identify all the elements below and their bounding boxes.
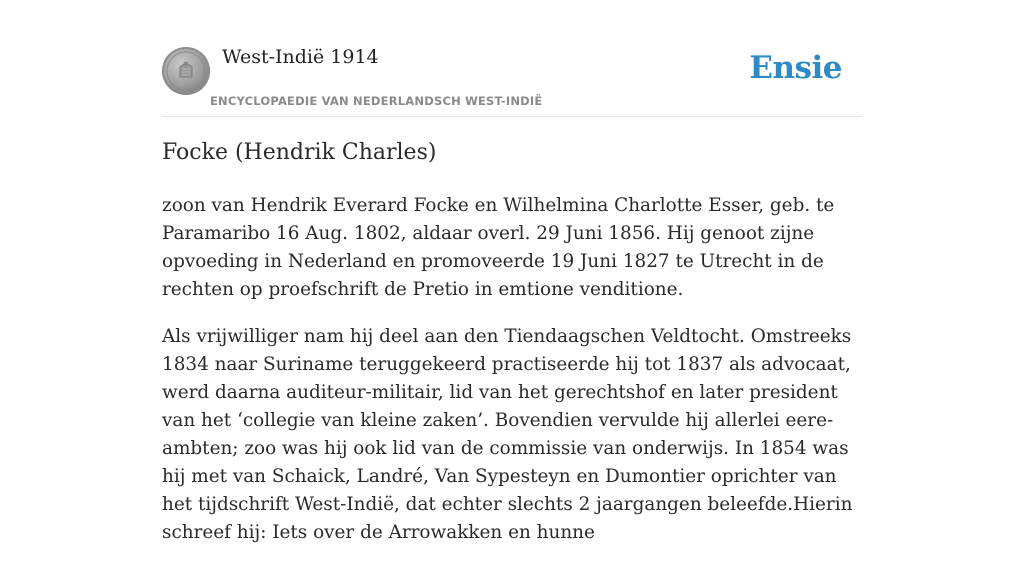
coin-icon[interactable] [162, 47, 210, 95]
source-header [162, 0, 862, 117]
entry-paragraph: zoon van Hendrik Everard Focke en Wilhelmina Charlotte Esser, geb. te Paramaribo 16 Aug. 1802, aldaar overl. 29 Juni 1856. Hij genoot zijne opvoeding in Nederland en promoveerde 19 Juni 1827 te Utrecht in de rechten op proefschrift de Pretio in emtione venditione. [162, 195, 835, 300]
source-title[interactable]: West-Indië 1914 [222, 46, 379, 68]
page-container [162, 0, 862, 543]
entry-paragraph: Als vrijwilliger nam hij deel aan den Tiendaagschen Veldtocht. Omstreeks 1834 naar Suriname teruggekeerd practiseerde hij tot 1837 als advocaat, werd daarna auditeur-militair, lid van het gerechtshof en later president van het ‘collegie van kleine zaken’. Bovendien vervulde hij allerlei eere-ambten; zoo was hij ook lid van de commissie van onderwijs. In 1854 was hij met van Schaick, Landré, Van Sypesteyn en Dumontier oprichter van het tijdschrift West-Indië, dat echter slechts 2 jaargangen beleefde.Hierin schreef hij: Iets over de Arrowakken en hunne [162, 326, 853, 543]
brand-logo[interactable]: Ensie [749, 50, 842, 86]
entry-body [162, 192, 862, 566]
source-subtitle[interactable]: ENCYCLOPAEDIE VAN NEDERLANDSCH WEST-INDIË [210, 94, 543, 108]
entry-title: Focke (Hendrik Charles) [162, 140, 437, 165]
